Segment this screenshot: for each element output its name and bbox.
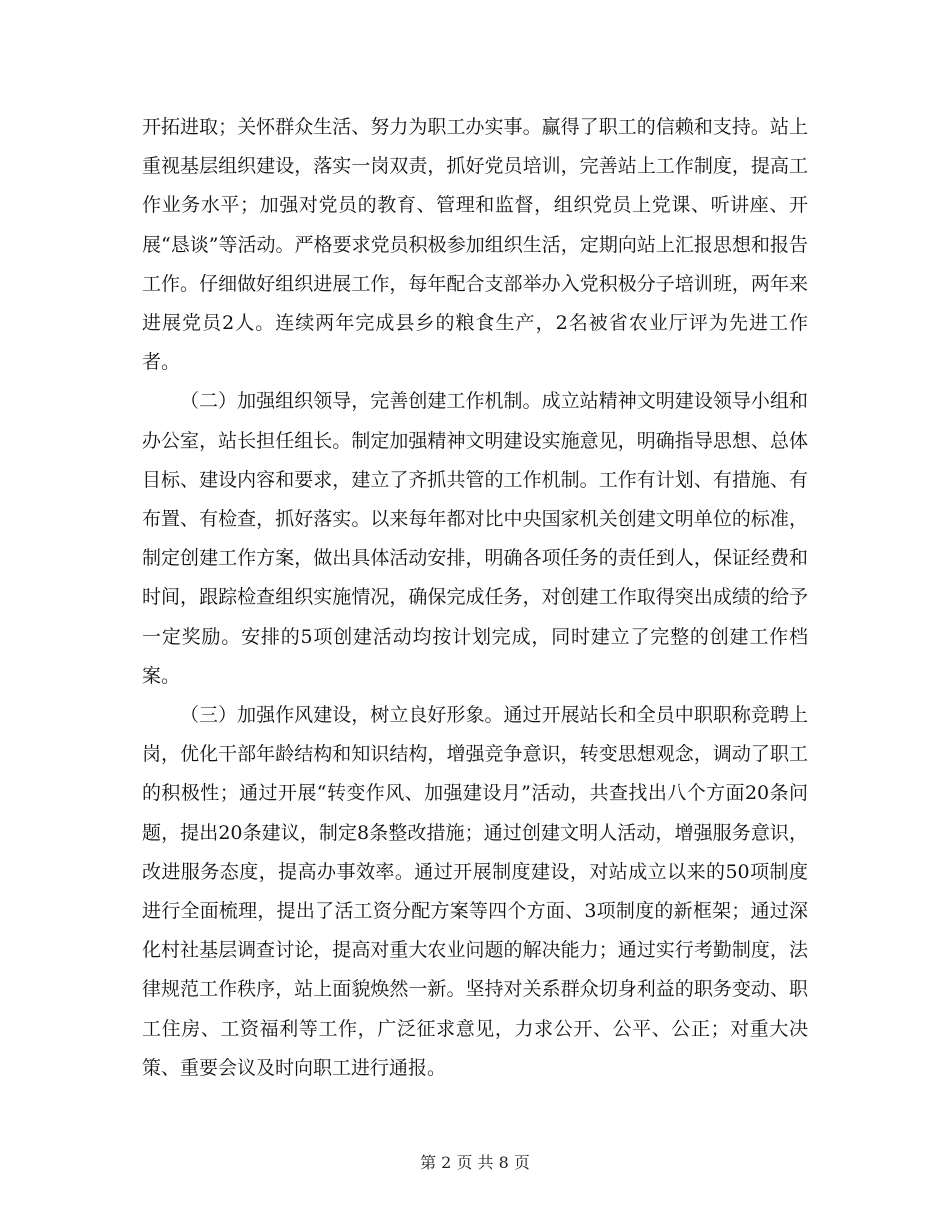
page-footer: 第 2 页 共 8 页: [420, 1153, 530, 1172]
paragraph-section-three: （三）加强作风建设，树立良好形象。通过开展站长和全员中职职称竞聘上岗，优化干部年龄结构和知识结构，增强竞争意识，转变思想观念，调动了职工的积极性；通过开展“转变作风、加强建设月”活动，共查找出八个方面20条问题，提出20条建议，制定8条整改措施；通过创建文明人活动，增强服务意识，改进服务态度，提高办事效率。通过开展制度建设，对站成立以来的50项制度进行全面梳理，提出了活工资分配方案等四个方面、3项制度的新框架；通过深化村社基层调查讨论，提高对重大农业问题的解决能力；通过实行考勤制度，法律规范工作秩序，站上面貌焕然一新。坚持对关系群众切身利益的职务变动、职工住房、工资福利等工作，广泛征求意见，力求公开、公平、公正；对重大决策、重要会议及时向职工进行通报。: [142, 704, 808, 1079]
document-body: [142, 108, 808, 1088]
paragraph-section-two: （二）加强组织领导，完善创建工作机制。成立站精神文明建设领导小组和办公室，站长担任组长。制定加强精神文明建设实施意见，明确指导思想、总体目标、建设内容和要求，建立了齐抓共管的工作机制。工作有计划、有措施、有布置、有检查，抓好落实。以来每年都对比中央国家机关创建文明单位的标准，制定创建工作方案，做出具体活动安排，明确各项任务的责任到人，保证经费和时间，跟踪检查组织实施情况，确保完成任务，对创建工作取得突出成绩的给予一定奖励。安排的5项创建活动均按计划完成，同时建立了完整的创建工作档案。: [142, 390, 808, 687]
paragraph-continuation: 开拓进取；关怀群众生活、努力为职工办实事。赢得了职工的信赖和支持。站上重视基层组织建设，落实一岗双责，抓好党员培训，完善站上工作制度，提高工作业务水平；加强对党员的教育、管理和监督，组织党员上党课、听讲座、开展“恳谈”等活动。严格要求党员积极参加组织生活，定期向站上汇报思想和报告工作。仔细做好组织进展工作，每年配合支部举办入党积极分子培训班，两年来进展党员2人。连续两年完成县乡的粮食生产，2名被省农业厅评为先进工作者。: [142, 116, 808, 374]
